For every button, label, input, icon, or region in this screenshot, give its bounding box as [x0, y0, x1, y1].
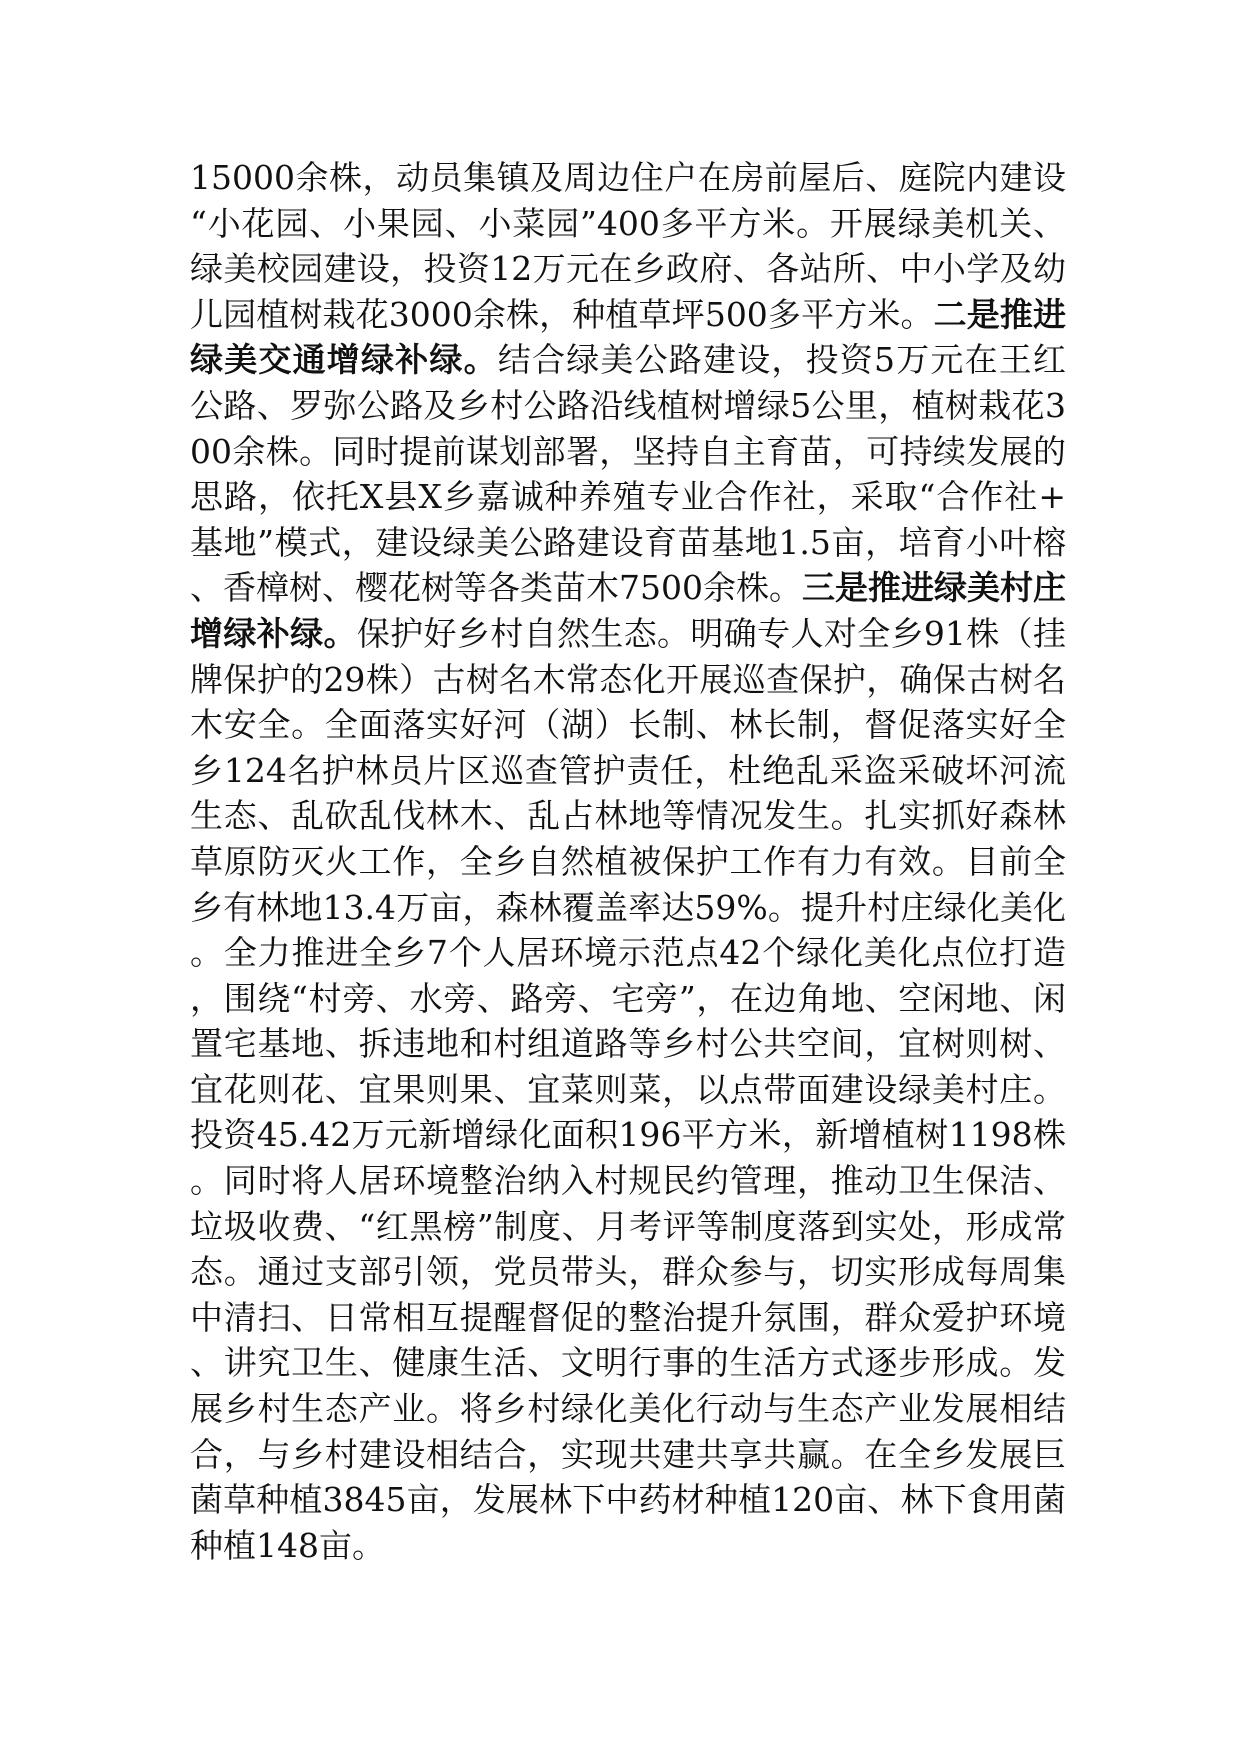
section-heading-three: 三是推进绿美村庄增绿补绿。 — [190, 568, 1067, 653]
section-heading-two: 二是推进绿美交通增绿补绿。 — [190, 294, 1066, 380]
body-paragraph — [190, 155, 1066, 1568]
paragraph-text: 15000余株，动员集镇及周边住户在房前屋后、庭院内建设“小花园、小果园、小菜园”400多平方米。开展绿美机关、绿美校园建设，投资12万元在乡政府、各站所、中小学及幼儿园植树栽花3000余株，种植草坪500多平方米。 — [190, 158, 1066, 334]
paragraph-text: 保护好乡村自然生态。明确专人对全乡91株（挂牌保护的29株）古树名木常态化开展巡查保护，确保古树名木安全。全面落实好河（湖）长制、林长制，督促落实好全乡124名护林员片区巡查管护责任，杜绝乱采盗采破坏河流生态、乱砍乱伐林木、乱占林地等情况发生。扎实抓好森林草原防灭火工作，全乡自然植被保护工作有力有效。目前全乡有林地13.4万亩，森林覆盖率达59%。提升村庄绿化美化。全力推进全乡7个人居环境示范点42个绿化美化点位打造，围绕“村旁、水旁、路旁、宅旁”，在边角地、空闲地、闲置宅基地、拆违地和村组道路等乡村公共空间，宜树则树、宜花则花、宜果则果、宜菜则菜，以点带面建设绿美村庄。投资45.42万元新增绿化面积196平方米，新增植树1198株。同时将人居环境整治纳入村规民约管理，推动卫生保洁、垃圾收费、“红黑榜”制度、月考评等制度落到实处，形成常态。通过支部引领，党员带头，群众参与，切实形成每周集中清扫、日常相互提醒督促的整治提升氛围，群众爱护环境、讲究卫生、健康生活、文明行事的生活方式逐步形成。发展乡村生态产业。将乡村绿化美化行动与生态产业发展相结合，与乡村建设相结合，实现共建共享共赢。在全乡发展巨菌草种植3845亩，发展林下中药材种植120亩、林下食用菌种植148亩。 — [190, 613, 1067, 1565]
paragraph-text: 结合绿美公路建设，投资5万元在王红公路、罗弥公路及乡村公路沿线植树增绿5公里，植树栽花300余株。同时提前谋划部署，坚持自主育苗，可持续发展的思路，依托X县X乡嘉诚种养殖专业合作社，采取“合作社+基地”模式，建设绿美公路建设育苗基地1.5亩，培育小叶榕、香樟树、樱花树等各类苗木7500余株。 — [190, 340, 1067, 608]
